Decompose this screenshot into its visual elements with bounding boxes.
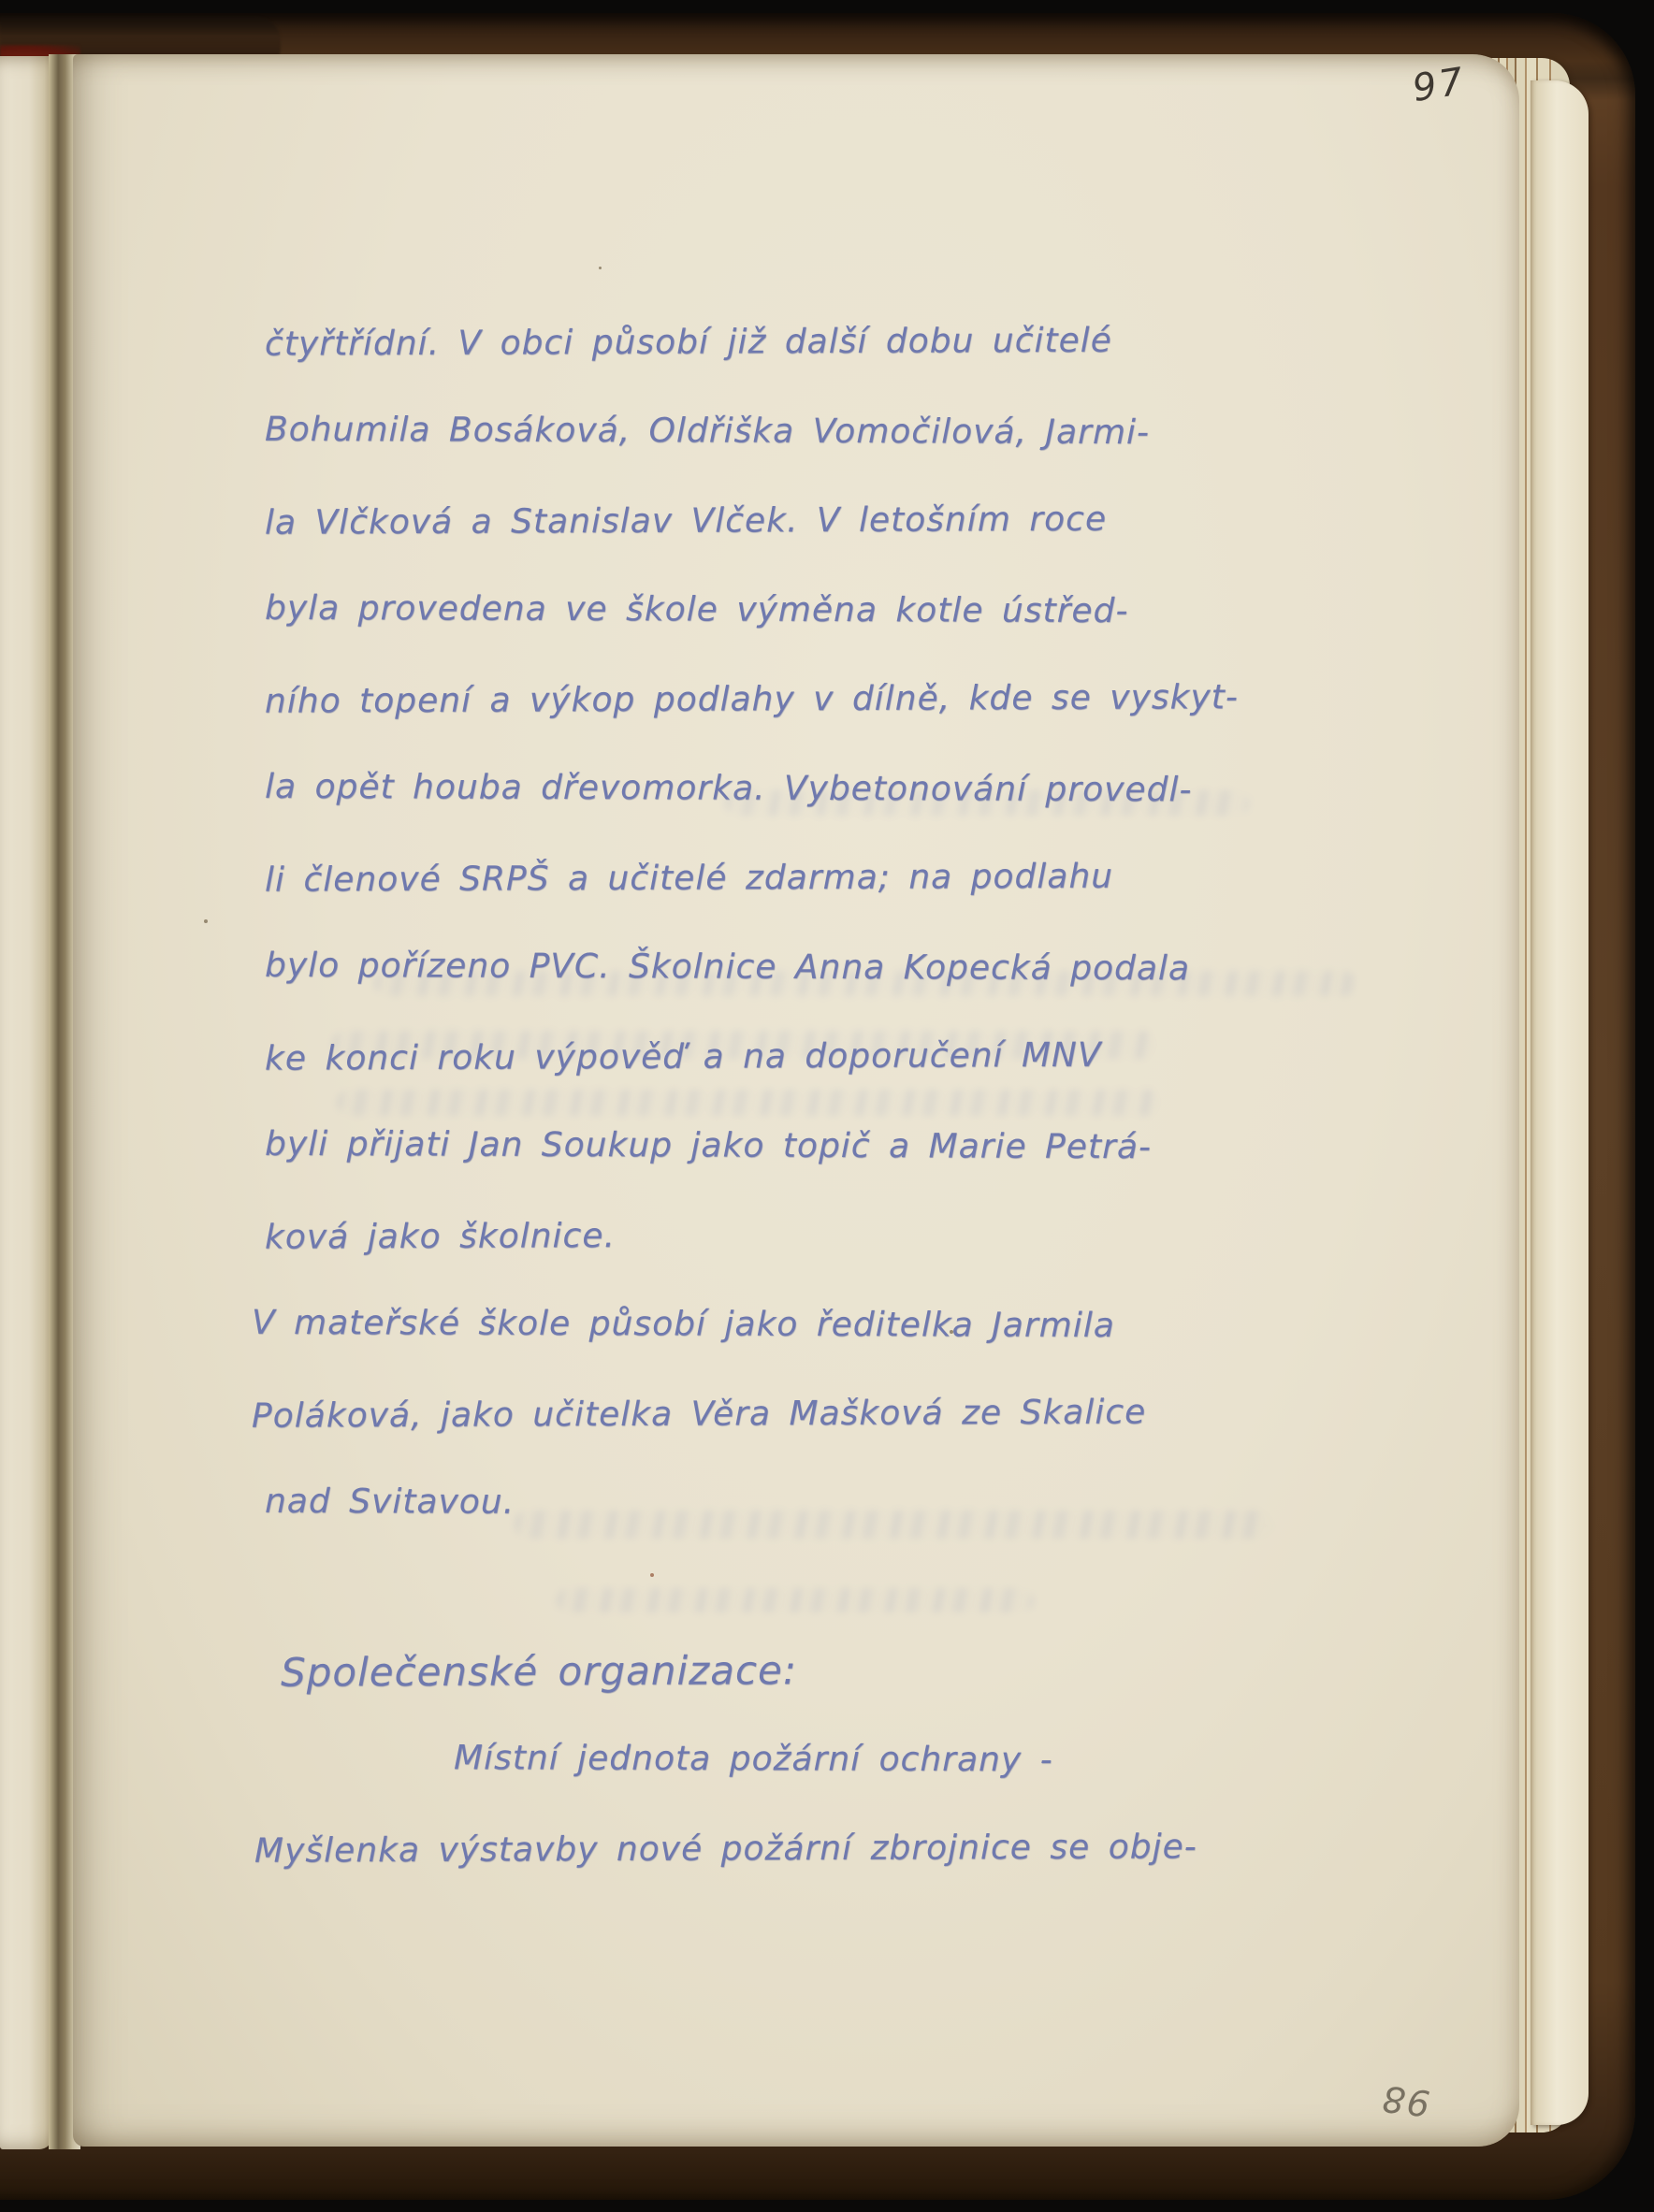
handwritten-line: byli přijati Jan Soukup jako topič a Marie Petrá- [264,1124,1153,1166]
handwritten-line: ního topení a výkop podlahy v dílně, kde se vyskyt- [264,678,1239,721]
section-heading: Společenské organizace: [280,1647,798,1696]
handwritten-line: Poláková, jako učitelka Věra Mašková ze Skalice [251,1393,1147,1436]
handwritten-line: Myšlenka výstavby nové požární zbrojnice se obje- [254,1828,1197,1871]
handwritten-line: ková jako školnice. [264,1217,616,1257]
handwritten-line: nad Svitavou. [264,1482,515,1522]
handwritten-line: la opět houba dřevomorka. Vybetonování provedl- [264,767,1193,809]
handwritten-line: čtyřtřídní. V obci působí již další dobu učitelé [264,321,1112,364]
under-page-edge [1531,80,1589,2125]
handwritten-line: V mateřské škole působí jako ředitelka Jarmila [251,1303,1115,1345]
page-number-bottom: 98 [1378,2076,1432,2125]
page-number-top: 97 [1409,59,1470,111]
handwritten-line: ke konci roku výpověď a na doporučení MNV [264,1035,1102,1078]
handwritten-line: li členové SRPŠ a učitelé zdarma; na podlahu [264,857,1114,900]
handwritten-line: la Vlčková a Stanislav Vlček. V letošním roce [264,499,1108,542]
handwritten-line: byla provedena ve škole výměna kotle ústřed- [264,588,1129,630]
paper-speck [204,919,208,923]
left-page-sliver [0,56,52,2149]
handwritten-line: Bohumila Bosáková, Oldřiška Vomočilová, Jarmi- [264,410,1151,452]
paper-speck [599,267,602,269]
handwritten-line: bylo pořízeno PVC. Školnice Anna Kopecká podala [264,946,1191,988]
section-subheading: Místní jednota požární ochrany - [453,1738,1053,1779]
handwritten-text [251,297,1415,1894]
right-page [73,54,1519,2147]
